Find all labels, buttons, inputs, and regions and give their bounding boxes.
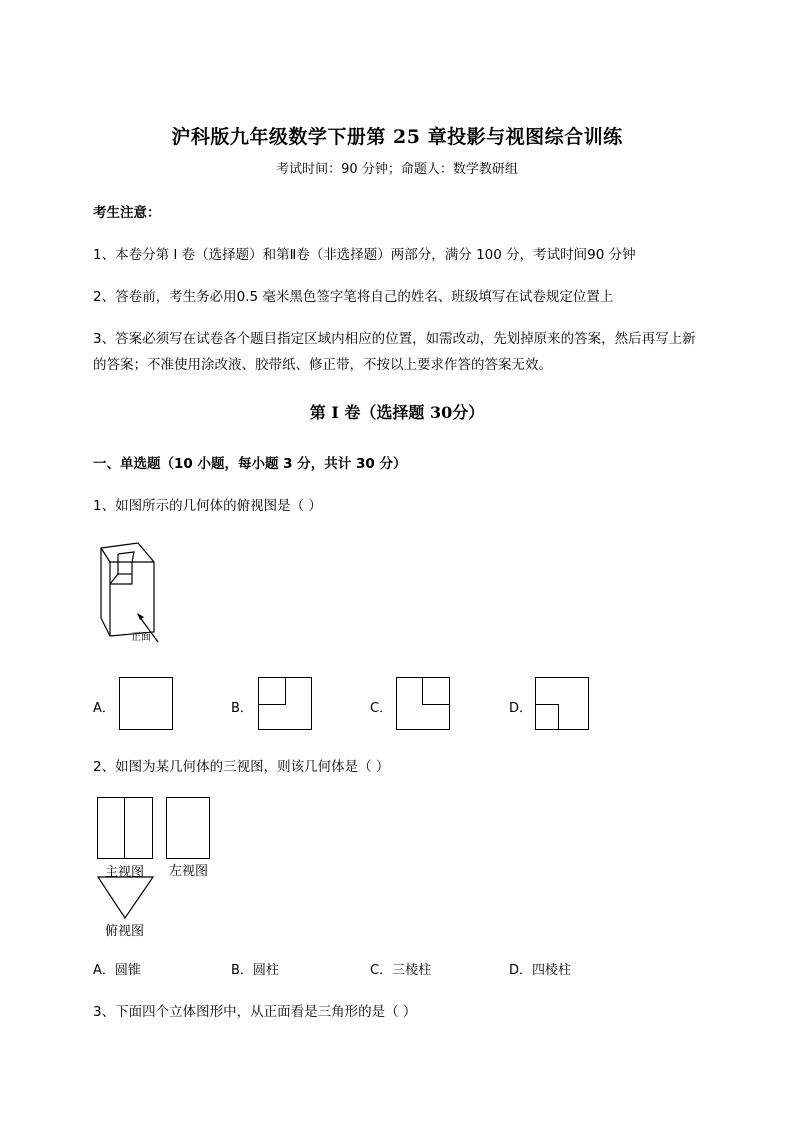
q2-front-view bbox=[97, 797, 153, 859]
q1-option-c-figure[interactable] bbox=[396, 677, 450, 730]
q2-option-c[interactable]: C．三棱柱 bbox=[370, 963, 432, 978]
q1-front-label: 正面 bbox=[131, 632, 151, 643]
section-title: 第 I 卷（选择题 30分） bbox=[309, 403, 485, 422]
page-title: 沪科版九年级数学下册第 25 章投影与视图综合训练 bbox=[171, 126, 623, 148]
q2-left-view-label: 左视图 bbox=[169, 864, 209, 879]
q1-option-d[interactable]: D． bbox=[509, 701, 533, 716]
q2-top-view bbox=[97, 876, 155, 920]
question-1-text: 1、如图所示的几何体的俯视图是（ ） bbox=[93, 498, 322, 514]
q1-option-c[interactable]: C． bbox=[370, 701, 393, 716]
q2-top-view-label: 俯视图 bbox=[105, 924, 145, 939]
q1-option-b-inner-square bbox=[258, 677, 286, 705]
part-heading: 一、单选题（10 小题，每小题 3 分，共计 30 分） bbox=[93, 456, 407, 472]
question-3-text: 3、下面四个立体图形中，从正面看是三角形的是（ ） bbox=[93, 1004, 417, 1020]
q2-option-b[interactable]: B．圆柱 bbox=[231, 963, 279, 978]
notice-heading: 考生注意： bbox=[93, 205, 161, 221]
q1-option-c-inner-square bbox=[422, 677, 450, 705]
q1-option-b[interactable]: B． bbox=[231, 701, 253, 716]
q1-option-a[interactable]: A． bbox=[93, 701, 115, 716]
q2-left-view bbox=[166, 797, 210, 859]
q1-option-b-figure[interactable] bbox=[258, 677, 312, 730]
notice-item-1: 1、本卷分第 I 卷（选择题）和第Ⅱ卷（非选择题）两部分，满分 100 分，考试时间90 分钟 bbox=[93, 247, 636, 263]
q2-option-a[interactable]: A．圆锥 bbox=[93, 963, 141, 978]
question-2-text: 2、如图为某几何体的三视图，则该几何体是（ ） bbox=[93, 759, 390, 775]
q1-option-a-figure[interactable] bbox=[119, 677, 173, 730]
notice-item-2: 2、答卷前，考生务必用0.5 毫米黑色签字笔将自己的姓名、班级填写在试卷规定位置上 bbox=[93, 289, 614, 305]
exam-info: 考试时间：90 分钟；命题人：数学教研组 bbox=[276, 162, 518, 177]
q2-front-view-label: 主视图 bbox=[105, 865, 145, 880]
q2-option-d[interactable]: D．四棱柱 bbox=[509, 963, 572, 978]
q1-option-d-inner-square bbox=[535, 704, 559, 730]
notice-item-3-line-2: 的答案；不准使用涂改液、胶带纸、修正带，不按以上要求作答的答案无效。 bbox=[93, 357, 552, 373]
notice-item-3-line-1: 3、答案必须写在试卷各个题目指定区域内相应的位置，如需改动，先划掉原来的答案，然后再写上新 bbox=[93, 331, 696, 347]
q1-option-d-figure[interactable] bbox=[535, 677, 589, 730]
q2-front-view-divider bbox=[124, 798, 125, 858]
